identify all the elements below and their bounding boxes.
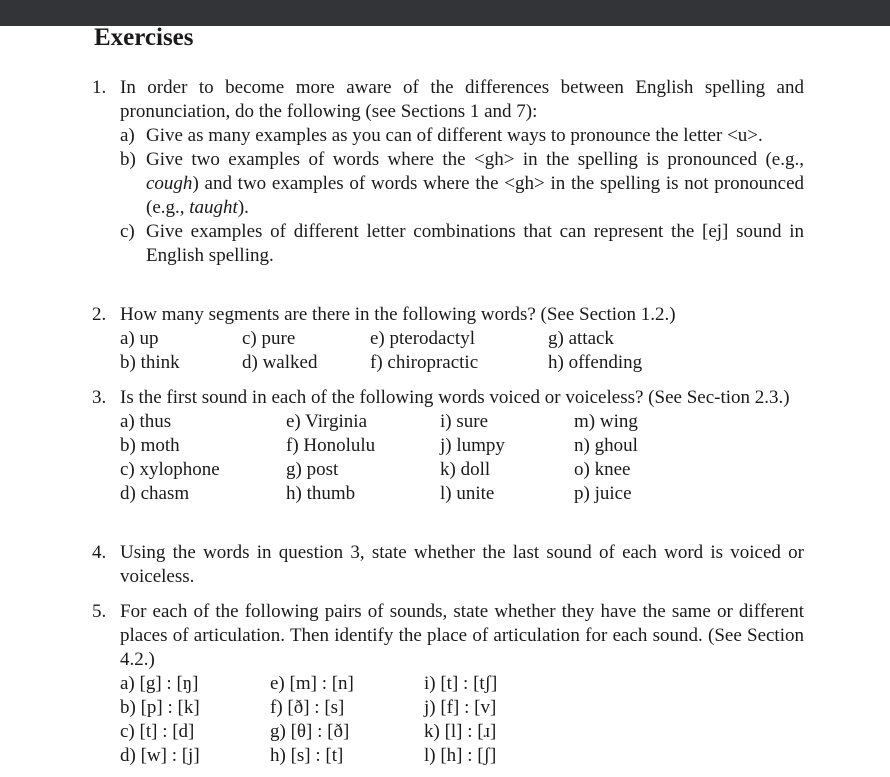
list-item: l) unite xyxy=(440,483,495,504)
list-item: c) [t] : [d] xyxy=(120,721,195,742)
list-item: f) chiropractic xyxy=(370,352,479,373)
question-number: 1. xyxy=(92,77,107,98)
question-text: How many segments are there in the following words? (See Section 1.2.) xyxy=(120,304,676,325)
list-item: d) [w] : [j] xyxy=(120,745,200,766)
list-item: d) chasm xyxy=(120,483,190,504)
subquestion-text: ). xyxy=(237,197,249,218)
list-item: a) up xyxy=(120,328,159,349)
subquestion-text: ) and two examples of words where the <gh> in the spelling is not pronounced (e.g., xyxy=(146,173,804,218)
list-item: o) knee xyxy=(574,459,631,480)
example-word: cough xyxy=(146,173,193,194)
sound-pair-list xyxy=(120,672,804,768)
question-number: 5. xyxy=(92,601,107,622)
word-list xyxy=(120,410,804,506)
question-5 xyxy=(92,600,804,768)
list-item: p) juice xyxy=(574,483,632,504)
list-item: h) [s] : [t] xyxy=(270,745,344,766)
list-item: e) pterodactyl xyxy=(370,328,475,349)
question-text: In order to become more aware of the differences between English spelling and pronunciation, do the following (see Sections 1 and 7): xyxy=(120,77,804,122)
subquestion-c xyxy=(120,220,804,268)
viewer-top-bar xyxy=(0,0,890,26)
list-item: e) [m] : [n] xyxy=(270,673,354,694)
question-number: 2. xyxy=(92,304,107,325)
list-item: n) ghoul xyxy=(574,435,638,456)
list-item: c) pure xyxy=(242,328,296,349)
list-item: m) wing xyxy=(574,411,638,432)
subquestion-letter: b) xyxy=(120,149,136,170)
subquestion-text: Give examples of different letter combinations that can represent the [ej] sound in English spelling. xyxy=(146,221,804,266)
subquestion-text: Give two examples of words where the <gh> in the spelling is pronounced (e.g., xyxy=(146,149,804,170)
question-text: Using the words in question 3, state whether the last sound of each word is voiced or voiceless. xyxy=(120,542,804,587)
list-item: g) attack xyxy=(548,328,614,349)
list-item: j) lumpy xyxy=(440,435,505,456)
list-item: a) [g] : [ŋ] xyxy=(120,673,199,694)
subquestion-a xyxy=(120,124,804,148)
list-item: b) moth xyxy=(120,435,180,456)
section-heading: Exercises xyxy=(94,24,194,51)
list-item: b) [p] : [k] xyxy=(120,697,200,718)
list-item: e) Virginia xyxy=(286,411,368,432)
list-item: f) Honolulu xyxy=(286,435,376,456)
list-item: c) xylophone xyxy=(120,459,220,480)
question-1 xyxy=(92,76,804,268)
question-text: Is the first sound in each of the following words voiced or voiceless? (See Sec-tion 2.3.) xyxy=(120,387,790,408)
list-item: i) sure xyxy=(440,411,489,432)
list-item: g) post xyxy=(286,459,339,480)
example-word: taught xyxy=(189,197,238,218)
list-item: j) [f] : [v] xyxy=(424,697,497,718)
word-list xyxy=(120,327,804,375)
question-text: For each of the following pairs of sounds, state whether they have the same or different places of articulation. Then identify the place of articulation for each sound. (See Section 4.2.) xyxy=(120,601,804,670)
subquestion-letter: c) xyxy=(120,221,135,242)
question-3 xyxy=(92,386,804,506)
list-item: d) walked xyxy=(242,352,318,373)
subquestion-text: Give as many examples as you can of different ways to pronounce the letter <u>. xyxy=(146,125,763,146)
list-item: a) thus xyxy=(120,411,172,432)
list-item: h) thumb xyxy=(286,483,356,504)
list-item: i) [t] : [tʃ] xyxy=(424,673,498,694)
list-item: f) [ð] : [s] xyxy=(270,697,345,718)
list-item: k) [l] : [ɹ] xyxy=(424,721,497,742)
list-item: k) doll xyxy=(440,459,491,480)
subquestion-b xyxy=(120,148,804,220)
subquestion-letter: a) xyxy=(120,125,135,146)
list-item: b) think xyxy=(120,352,180,373)
question-2 xyxy=(92,303,804,375)
question-number: 3. xyxy=(92,387,107,408)
question-number: 4. xyxy=(92,542,107,563)
question-4 xyxy=(92,541,804,589)
list-item: l) [h] : [ʃ] xyxy=(424,745,497,766)
list-item: h) offending xyxy=(548,352,643,373)
list-item: g) [θ] : [ð] xyxy=(270,721,350,742)
